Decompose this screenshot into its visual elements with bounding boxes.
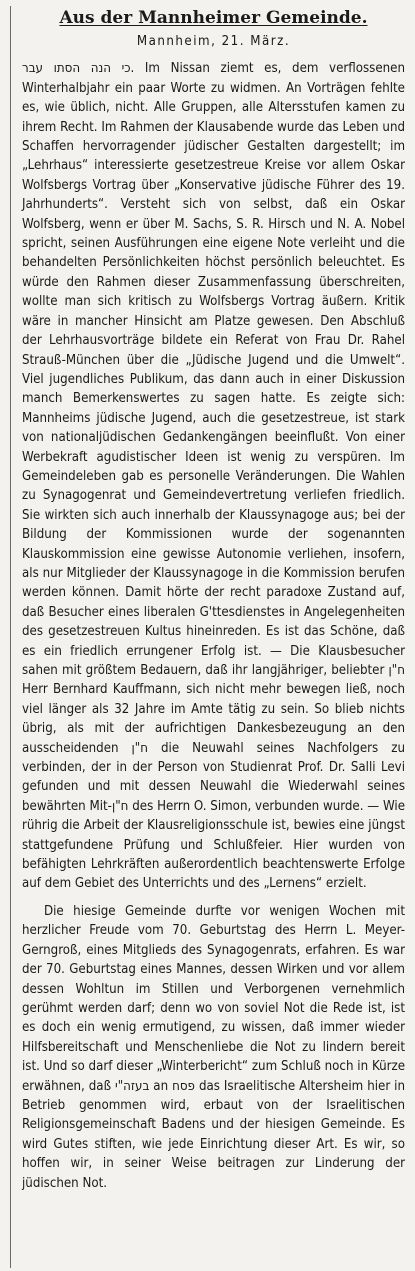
paragraph-winter-report: כי הנה הסתו עבר. Im Nissan ziemt es, dem verflossenen Winterhalbjahr ein paar Worte zu widmen. An Vorträgen fehlte es, wie üblich, nicht. Alle Gruppen, alle Altersstufen kamen zu ihrem Recht. Im Rahmen der Klausabende wurde das Leben und Schaffen hervorragender jüdischer Gestalten dargestellt; im „Lehrhaus“ interessierte gesetzestreue Kreise vor allem Oskar Wolfsbergs Vortrag über „Konservative jüdische Führer des 19. Jahrhunderts“. Versteht sich von selbst, daß ein Oskar Wolfsberg, wenn er über M. Sachs, S. R. Hirsch und N. A. Nobel spricht, seinen Ausführungen eine eigene Note verleiht und die behandelten Persönlichkeiten höchst persönlich beleuchtet. Es würde den Rahmen dieser Zusammenfassung überschreiten, wollte man sich kritisch zu Wolfsbergs Vortrag äußern. Kritik wäre in mancher Hinsicht am Platze gewesen. Den Abschluß der Lehrhausvorträge bildete ein Referat von Frau Dr. Rahel Strauß-München über die „Jüdische Jugend und die Umwelt“. Viel jugendliches Publikum, das dann auch in einer Diskussion manch Bemerkenswertes zu sagen hatte. Es zeigte sich: Mannheims jüdische Jugend, auch die gesetzestreue, ist stark von nationaljüdischen Gedankengängen beeinflußt. Von einer Werbekraft agudistischer Ideen ist wenig zu verspüren. Im Gemeindeleben gab es personelle Veränderungen. Die Wahlen zu Synagogenrat und Gemeindevertretung verliefen friedlich. Sie wirkten sich auch innerhalb der Klaussynagoge aus; bei der Bildung der Kommissionen wurde der sogenannten Klauskommission eine gewisse Autonomie verliehen, insofern, als nur Mitglieder der Klaussynagoge in die Kommission berufen werden können. Damit hörte der recht paradoxe Zustand auf, daß Besucher eines liberalen G'ttesdienstes in Angelegenheiten des gesetzestreuen Kultus hineinreden. Es ist das Schöne, daß es ein friedlich errungener Erfolg ist. — Die Klausbesucher sahen mit größtem Bedauern, daß ihr langjähriger, beliebter ח"ן Herr Bernhard Kauffmann, sich nicht mehr bewegen ließ, noch viel länger als 32 Jahre im Amte tätig zu sein. So blieb nichts übrig, als mit der aufrichtigen Dankesbezeugung an den ausscheidenden ח"ן die Neuwahl seines Nachfolgers zu verbinden, der in der Person von Studienrat Prof. Dr. Salli Levi gefunden und mit dessen Neuwahl die Wiederwahl seines bewährten Mit-ח"ן des Herrn O. Simon, verbunden wurde. — Wie rührig die Arbeit der Klausreligionsschule ist, bewies eine jüngst stattgefundene Prüfung und Schlußfeier. Hier wurden von befähigten Lehrkräften außerordentlich beachtenswerte Erfolge auf dem Gebiet des Unterrichts und des „Lernens“ erzielt. — [22, 61, 406, 892]
column-rule — [10, 6, 11, 1268]
dateline: Mannheim, 21. März. — [136, 34, 291, 49]
paragraph-birthday-and-home: Die hiesige Gemeinde durfte vor wenigen Wochen mit herzlicher Freude vom 70. Geburtstag des Herrn L. Meyer-Gerngroß, eines Mitglieds des Synagogenrats, erfahren. Es war der 70. Geburtstag eines Mannes, dessen Wirken und vor allem dessen Wohltun im Stillen und Verborgenen vernehmlich gerühmt werden darf; denn wo von soviel Not die Rede ist, ist es doch ein wenig ermutigend, zu wissen, daß immer wieder Hilfsbereitschaft und Menschenliebe die Not zu lindern bereit ist. Und so darf dieser „Winterbericht“ zum Schluß noch in Kürze erwähnen, daß בעזה"י an פסח das Israelitische Altersheim hier in Betrieb genommen wird, erbaut von der Israelitischen Religionsgemeinschaft Badens und der hiesigen Gemeinde. Es wird Gutes stiften, wie jede Einrichtung dieser Art. Es wir, so hoffen wir, in seiner Weise beitragen zur Linderung der jüdischen Not. — [22, 903, 406, 1191]
article-title: Aus der Mannheimer Gemeinde. — [59, 8, 368, 28]
